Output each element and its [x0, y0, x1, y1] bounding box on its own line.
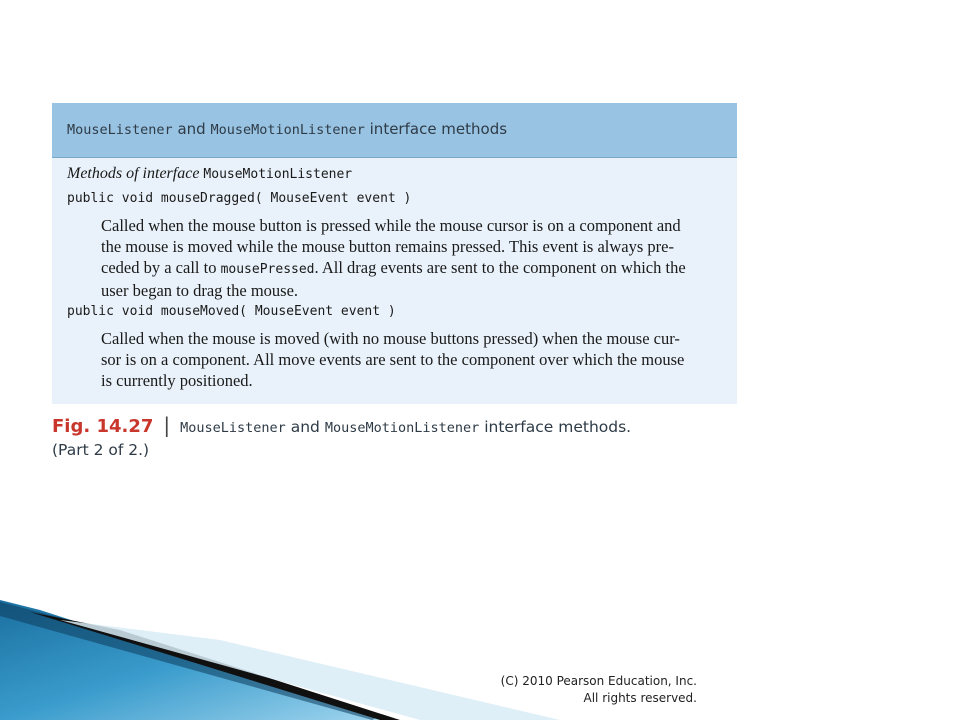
description-line: Called when the mouse button is pressed while the mouse cursor is on a component and — [101, 216, 681, 235]
method-description-mousedragged — [101, 215, 731, 301]
method-table — [52, 103, 737, 404]
copyright-line-2: All rights reserved. — [583, 691, 697, 705]
description-line: Called when the mouse is moved (with no mouse buttons pressed) when the mouse cur- — [101, 329, 680, 348]
caption-part-note: (Part 2 of 2.) — [52, 441, 150, 459]
description-line: the mouse is moved while the mouse button remains pressed. This event is always pre- — [101, 237, 674, 256]
method-signature-mousemoved: public void mouseMoved( MouseEvent event ) — [67, 304, 396, 319]
figure-caption — [52, 413, 631, 437]
table-header — [52, 103, 737, 158]
caption-text — [180, 418, 631, 436]
description-line: is currently positioned. — [101, 371, 253, 390]
description-line: user began to drag the mouse. — [101, 281, 299, 300]
header-connector: and — [172, 120, 211, 138]
method-signature-mousedragged: public void mouseDragged( MouseEvent event ) — [67, 191, 412, 206]
header-suffix: interface methods — [364, 120, 508, 138]
header-class-name-1: MouseListener — [67, 122, 173, 138]
figure-label: Fig. 14.27 — [52, 416, 154, 437]
copyright-line-1: (C) 2010 Pearson Education, Inc. — [500, 674, 697, 688]
section-title-interface: MouseMotionListener — [203, 167, 353, 182]
section-title — [67, 165, 352, 183]
table-header-title — [67, 120, 507, 139]
header-class-name-2: MouseMotionListener — [210, 122, 365, 138]
description-line — [101, 257, 731, 280]
copyright-notice — [440, 673, 697, 707]
caption-separator: | — [163, 413, 171, 437]
description-fragment: ceded by a call to — [101, 258, 221, 277]
description-line: sor is on a component. All move events are sent to the component over which the mouse — [101, 350, 685, 369]
caption-suffix: interface methods. — [479, 418, 632, 436]
method-description-mousemoved — [101, 328, 731, 391]
method-name-mousepressed: mousePressed — [220, 262, 315, 277]
description-fragment: . All drag events are sent to the component on which the — [314, 258, 686, 277]
caption-class-name-2: MouseMotionListener — [324, 420, 480, 436]
section-title-prefix: Methods of interface — [67, 165, 204, 182]
caption-connector: and — [285, 418, 325, 436]
caption-class-name-1: MouseListener — [180, 420, 286, 436]
